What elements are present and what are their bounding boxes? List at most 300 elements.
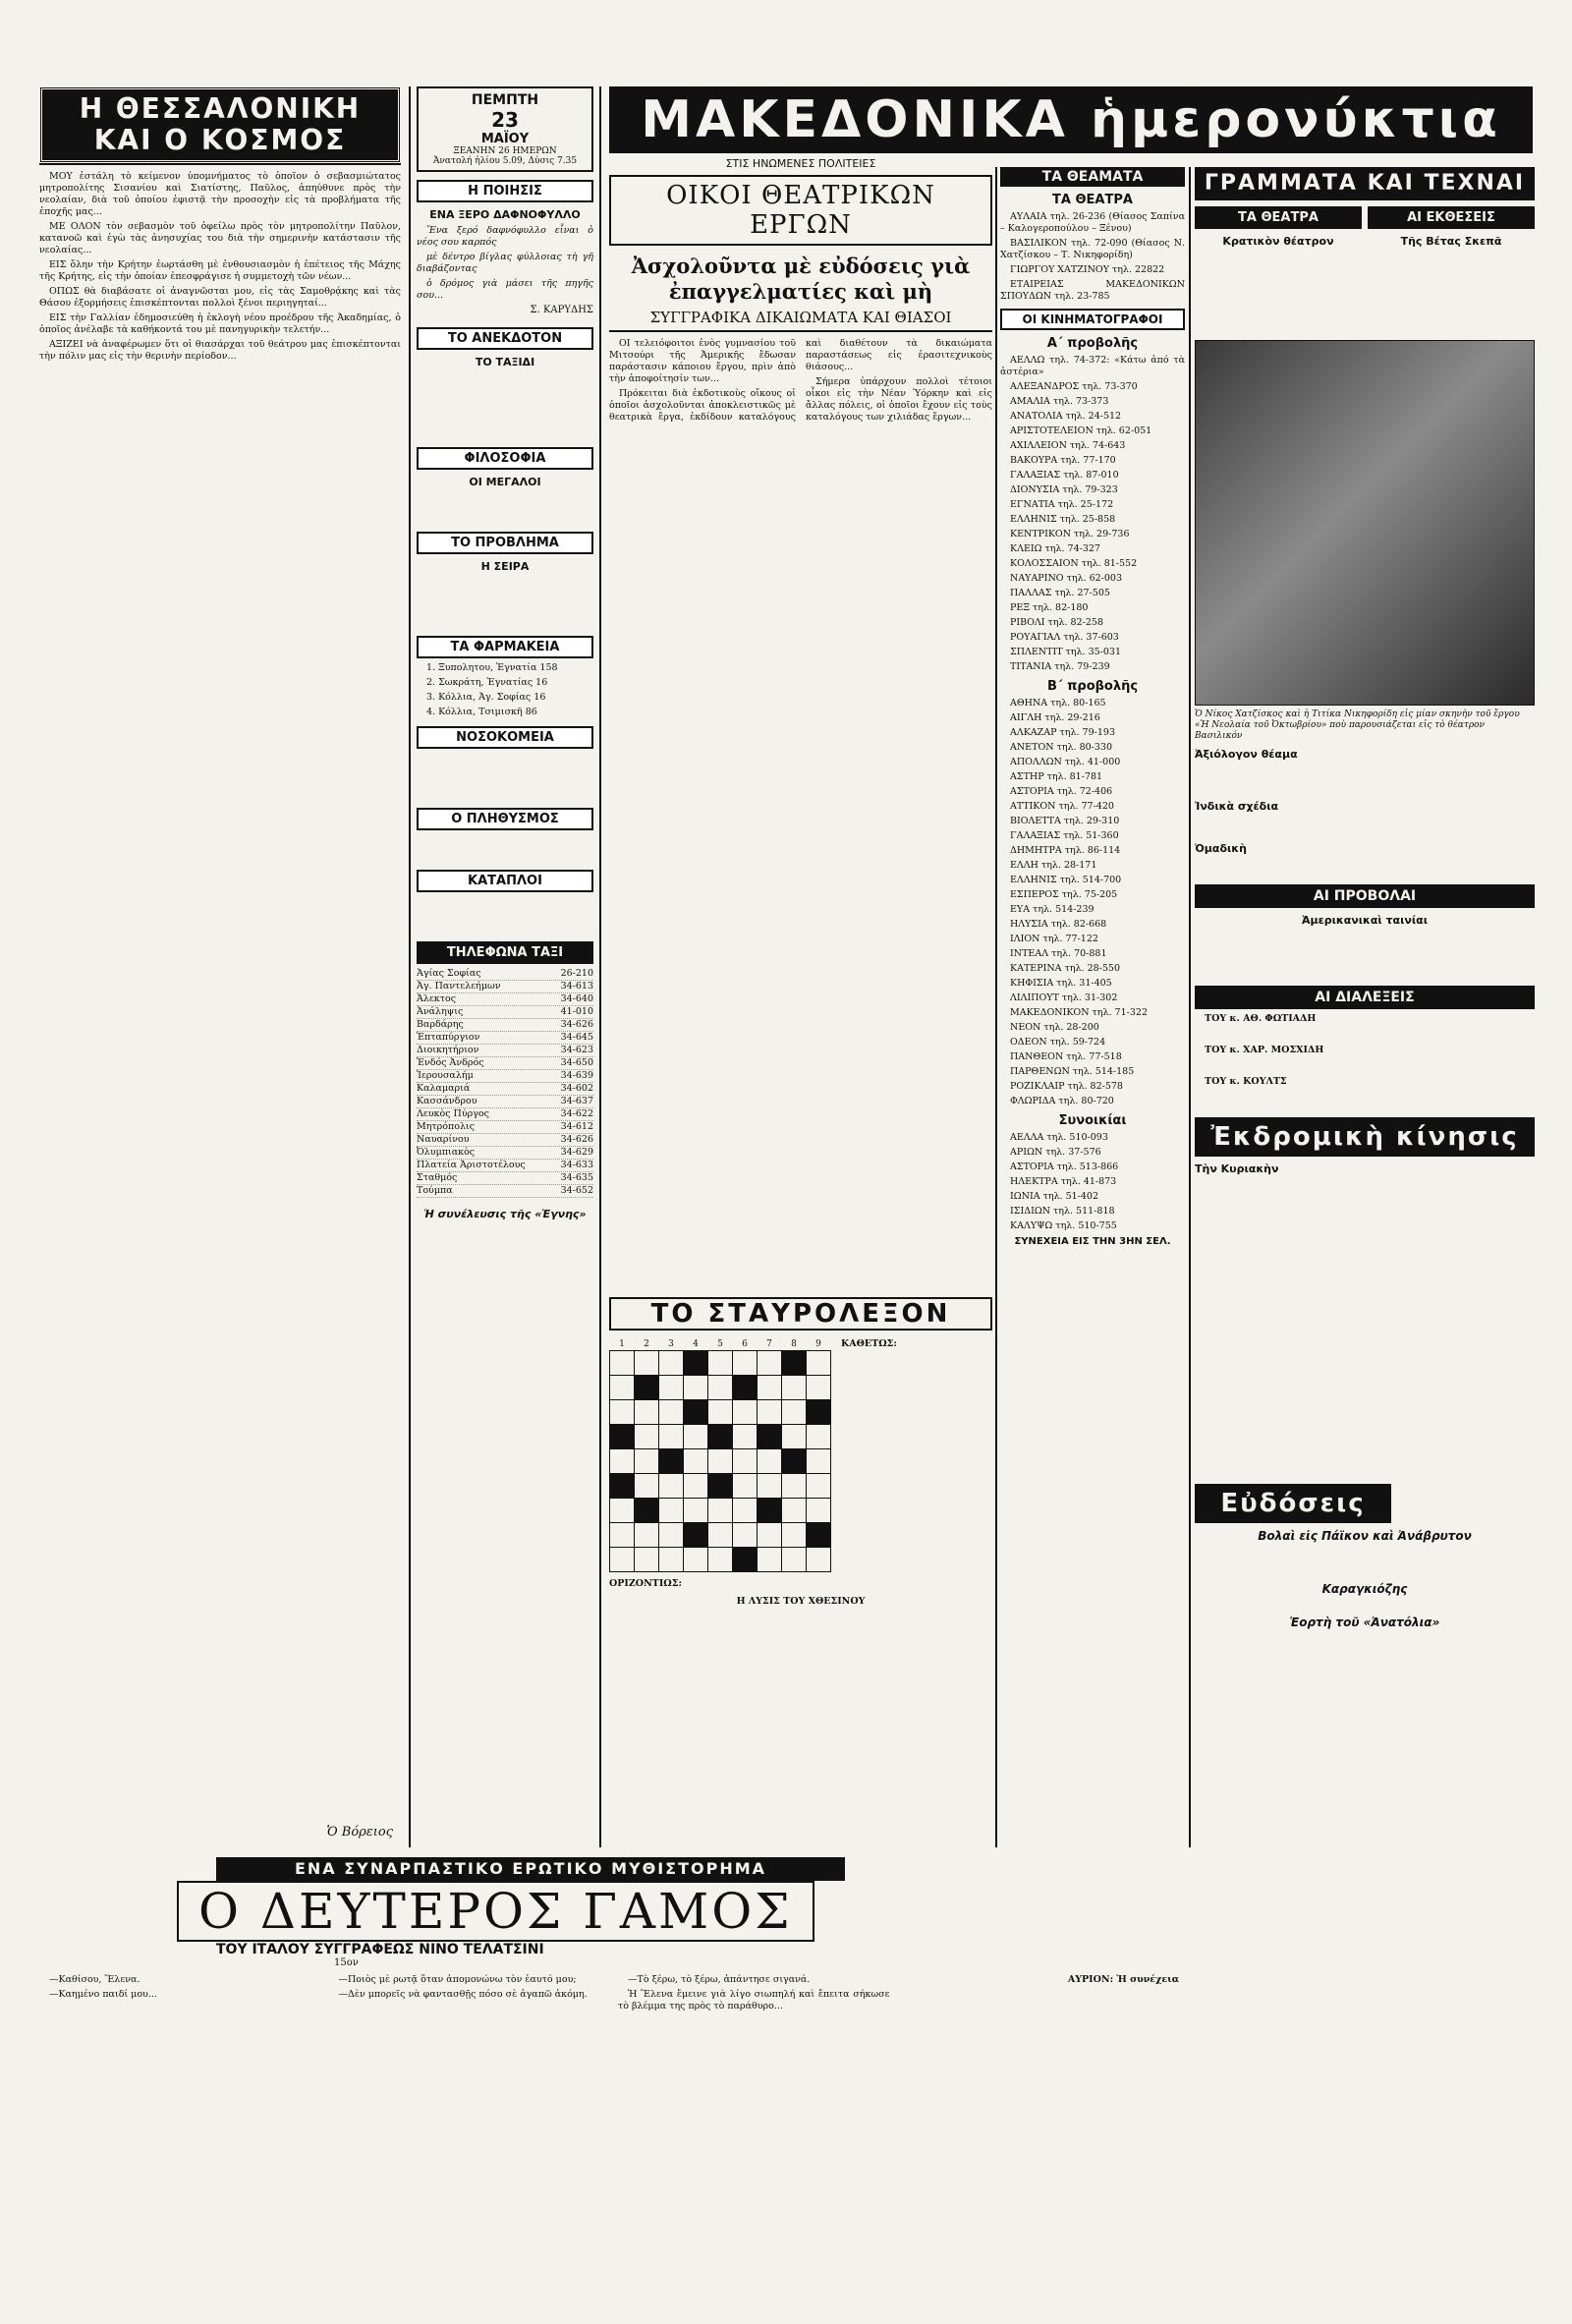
poem [417, 225, 593, 302]
poem-line: μὲ δέντρο βίγλας φύλλοιας τὴ γῆ διαβάζοντας [417, 252, 593, 274]
cinema-entry: ΦΛΩΡΙΔΑ τηλ. 80-720 [1010, 1096, 1114, 1106]
cinema-entry: ΙΛΙΟΝ τηλ. 77-122 [1010, 934, 1098, 944]
black-cell [807, 1523, 831, 1548]
crossword-cell[interactable] [708, 1376, 733, 1400]
farmakeia-title: ΤΑ ΦΑΡΜΑΚΕΙΑ [417, 636, 593, 658]
grammata-title: ΓΡΑΜΜΑΤΑ ΚΑΙ ΤΕΧΝΑΙ [1195, 167, 1535, 200]
crossword-cell[interactable] [684, 1425, 708, 1449]
plithysmos-title: Ο ΠΛΗΘΥΣΜΟΣ [417, 808, 593, 830]
taxi-phone: 34-622 [560, 1108, 593, 1119]
taxi-phone: 34-626 [560, 1134, 593, 1145]
crossword-cell[interactable] [733, 1400, 758, 1425]
black-cell [708, 1425, 733, 1449]
body-text-filler [39, 234, 401, 1808]
theatre-photo [1195, 340, 1535, 706]
taxi-stand: Τούμπα [417, 1185, 453, 1196]
crossword-cell[interactable] [807, 1449, 831, 1474]
paragraph: ΕΙΣ ὅλην τὴν Κρήτην ἑωρτάσθη μὲ ἐνθουσιασμὸν ἡ ἐπέτειος τῆς Μάχης τῆς Κρήτης, εἰς τὴν ὁποίαν ἐπεσφράγισε ἡ συμμετοχὴ τῶν νέων... [39, 259, 401, 282]
spacer [417, 749, 593, 808]
crossword-cell[interactable] [659, 1376, 684, 1400]
grid-number: 1 [619, 1339, 625, 1349]
crossword-cell[interactable] [758, 1449, 782, 1474]
ekdromiki-subtitle: Τὴν Κυριακὴν [1195, 1162, 1279, 1175]
cinema-entry: ΡΟΥΑΓΙΑΛ τηλ. 37-603 [1010, 632, 1119, 643]
crossword-solution: Η ΛΥΣΙΣ ΤΟΥ ΧΘΕΣΙΝΟΥ [736, 1596, 866, 1607]
crossword-cell[interactable] [610, 1523, 635, 1548]
list-item: ΑΥΛΑΙΑ τηλ. 26-236 (Θίασος Σαπίνα – Καλογεροπούλου – Ξένου) [1000, 211, 1185, 234]
crossword-cell[interactable] [758, 1523, 782, 1548]
taxi-row [417, 1083, 593, 1096]
problima-subtitle: Η ΣΕΙΡΑ [480, 560, 530, 573]
crossword-cell[interactable] [708, 1523, 733, 1548]
grid-number: 3 [668, 1339, 674, 1349]
taxi-phone: 34-635 [560, 1172, 593, 1183]
cinema-entry: ΕΛΛΗ τηλ. 28-171 [1010, 860, 1097, 871]
cinema-entry: ΚΗΦΙΣΙΑ τηλ. 31-405 [1010, 978, 1112, 989]
taxi-stand: Ἀλεκτος [417, 993, 457, 1004]
crossword-cell[interactable] [635, 1400, 659, 1425]
crossword-cell[interactable] [684, 1548, 708, 1572]
cinema-entry: ΑΝΑΤΟΛΙΑ τηλ. 24-512 [1010, 411, 1122, 422]
crossword [609, 1297, 992, 1847]
poem-line: Ἕνα ξερό δαφνόφυλλο εἶναι ὁ νέος σου καρπός [417, 225, 593, 248]
column-divider [409, 86, 411, 1847]
black-cell [684, 1400, 708, 1425]
black-cell [684, 1351, 708, 1376]
black-cell [782, 1449, 807, 1474]
taxi-row [417, 1172, 593, 1185]
date-day: ΠΕΜΠΤΗ [471, 92, 539, 108]
taxi-row [417, 1185, 593, 1198]
cinema-entry: ΝΕΟΝ τηλ. 28-200 [1010, 1022, 1099, 1033]
crossword-cell[interactable] [684, 1376, 708, 1400]
provolai-title: ΑΙ ΠΡΟΒΟΛΑΙ [1195, 884, 1535, 908]
anekdoton-title: ΤΟ ΑΝΕΚΔΟΤΟΝ [417, 327, 593, 350]
list-item: ΒΑΣΙΛΙΚΟΝ τηλ. 72-090 (Θίασος Ν. Χατζίσκου – Τ. Νικηφορίδη) [1000, 238, 1185, 260]
cinema-entry: ΗΛΕΚΤΡΑ τηλ. 41-873 [1010, 1176, 1117, 1187]
cinema-entry: ΕΓΝΑΤΙΑ τηλ. 25-172 [1010, 499, 1114, 510]
cinema-entry: ΠΑΡΘΕΝΩΝ τηλ. 514-185 [1010, 1066, 1135, 1077]
cinema-entry: ΑΠΟΛΛΩΝ τηλ. 41-000 [1010, 757, 1121, 767]
article-headline: ΟΙΚΟΙ ΘΕΑΤΡΙΚΩΝ ΕΡΓΩΝ [609, 175, 992, 246]
date-saint: ΞΕΑΝΗΝ 26 ΗΜΕΡΩΝ [453, 146, 557, 156]
crossword-cell[interactable] [684, 1449, 708, 1474]
crossword-cell[interactable] [708, 1400, 733, 1425]
taxi-stand: Ἑνδός Ἀνδρός [417, 1057, 484, 1068]
column-divider [995, 167, 997, 1847]
taxi-phone: 34-645 [560, 1032, 593, 1043]
paragraph: —Καημένο παιδί μου... [49, 1989, 157, 2000]
column-divider [599, 86, 601, 1847]
cinema-entry: ΚΟΛΟΣΣΑΙΟΝ τηλ. 81-552 [1010, 558, 1138, 569]
paragraph: Πρόκειται διὰ ἐκδοτικοὺς οἴκους οἱ ὁποῖοι ἀσχολοῦνται ἀποκλειστικῶς μὲ θεατρικὰ ἔργα, ἐκδίδουν καταλόγους καὶ διαθέτουν τὰ δικαιώματα παραστάσεως εἰς ἐρασιτεχνικοὺς θιάσους... [609, 338, 992, 423]
filosofia-title: ΦΙΛΟΣΟΦΙΑ [417, 447, 593, 470]
spacer [417, 492, 593, 532]
cinema-entry: ΑΕΛΛΑ τηλ. 510-093 [1010, 1132, 1108, 1143]
continued-note: ΣΥΝΕΧΕΙΑ ΕΙΣ ΤΗΝ 3ΗΝ ΣΕΛ. [1014, 1236, 1171, 1247]
taxi-stand: Ἰερουσαλήμ [417, 1070, 474, 1081]
photo-caption: Ὁ Νίκος Χατζίσκος καὶ ἡ Τιτίκα Νικηφορίδη εἰς μίαν σκηνὴν τοῦ ἔργου «Ἡ Νεολαία τοῦ Ὀκτωβρίου» ποὺ παρουσιάζεται εἰς τὸ θέατρον Βασιλικόν [1195, 709, 1520, 741]
signature: Ὁ Βόρειος [326, 1825, 393, 1840]
taxi-row [417, 1070, 593, 1083]
cinema-entry: ΓΑΛΑΞΙΑΣ τηλ. 51-360 [1010, 830, 1119, 841]
crossword-cell[interactable] [659, 1425, 684, 1449]
black-cell [782, 1351, 807, 1376]
karagiozis: Καραγκιόζης [1321, 1582, 1408, 1596]
cinema-entry: ΚΕΝΤΡΙΚΟΝ τηλ. 29-736 [1010, 529, 1130, 539]
crossword-cell[interactable] [635, 1449, 659, 1474]
crossword-cell[interactable] [807, 1499, 831, 1523]
taxi-stand: Κασσάνδρου [417, 1096, 477, 1106]
novel-section [39, 1857, 1179, 2309]
grid-number: 8 [791, 1339, 797, 1349]
taxi-row [417, 1045, 593, 1057]
anekdoton-subtitle: ΤΟ ΤΑΞΙΔΙ [475, 356, 535, 368]
taxi-stand: Βαρδάρης [417, 1019, 464, 1030]
taxi-stand: Πλατεία Ἀριστοτέλους [417, 1160, 526, 1170]
novel-banner: ΕΝΑ ΣΥΝΑΡΠΑΣΤΙΚΟ ΕΡΩΤΙΚΟ ΜΥΘΙΣΤΟΡΗΜΑ [216, 1857, 845, 1881]
taxi-phone: 34-633 [560, 1160, 593, 1170]
crossword-cell[interactable] [782, 1425, 807, 1449]
black-cell [635, 1499, 659, 1523]
taxi-row [417, 1057, 593, 1070]
middle-column [417, 86, 593, 1847]
cinema-entry: ΡΟΖΙΚΛΑΙΡ τηλ. 82-578 [1010, 1081, 1123, 1092]
taxi-stand: Λευκὸς Πύργος [417, 1108, 489, 1119]
crossword-cell[interactable] [807, 1474, 831, 1499]
black-cell [758, 1425, 782, 1449]
dialexeis-list [1195, 1013, 1535, 1088]
list-item: 4. Κόλλια, Τσιμισκῆ 86 [426, 707, 537, 717]
poem-line: ὁ δρόμος γιὰ μάσει τῆς πηγῆς σου... [417, 278, 593, 301]
list-item: 2. Σωκράτη, Ἐγνατίας 16 [426, 677, 548, 688]
taxi-row [417, 1121, 593, 1134]
crossword-cell[interactable] [659, 1523, 684, 1548]
ekdromiki-title: Ἐκδρομικὴ κίνησις [1195, 1117, 1535, 1157]
paragraph: —Δὲν μπορεῖς νὰ φαντασθῇς πόσο σὲ ἀγαπῶ ἀκόμη. [338, 1989, 588, 2000]
enosis-title: Ἡ συνέλευσις τῆς «Ἑγνης» [423, 1208, 587, 1220]
crossword-cell[interactable] [807, 1351, 831, 1376]
taxi-stand: Ἀγ. Παντελεήμων [417, 981, 501, 992]
taxi-row [417, 1134, 593, 1147]
taxi-row [417, 1019, 593, 1032]
section-heading: Ὀμαδικὴ [1195, 842, 1247, 855]
crossword-cell[interactable] [758, 1351, 782, 1376]
cinema-entry: ΙΣΙΔΙΩΝ τηλ. 511-818 [1010, 1206, 1115, 1217]
cinema-entry: ΑΣΤΗΡ τηλ. 81-781 [1010, 771, 1103, 782]
crossword-cell[interactable] [782, 1474, 807, 1499]
clue-label: ΚΑΘΕΤΩΣ: [841, 1338, 897, 1349]
anekdoton-text [417, 372, 593, 441]
spacer [1195, 1179, 1535, 1484]
taxi-stand: Σταθμός [417, 1172, 458, 1183]
list-item: ΕΤΑΙΡΕΙΑΣ ΜΑΚΕΔΟΝΙΚΩΝ ΣΠΟΥΔΩΝ τηλ. 23-785 [1000, 279, 1185, 302]
crossword-cell[interactable] [635, 1425, 659, 1449]
cinema-entry: ΔΙΟΝΥΣΙΑ τηλ. 79-323 [1010, 484, 1118, 495]
cinema-entry: ΡΕΞ τηλ. 82-180 [1010, 602, 1089, 613]
crossword-cell[interactable] [807, 1425, 831, 1449]
paragraph: —Ποιὸς μὲ ρωτᾷ ὅταν ἀπομονώνω τὸν ἑαυτό μου; [338, 1974, 577, 1985]
crossword-cell[interactable] [610, 1351, 635, 1376]
cinema-entry: ΤΙΤΑΝΙΑ τηλ. 79-239 [1010, 661, 1110, 672]
black-cell [733, 1376, 758, 1400]
taxi-title: ΤΗΛΕΦΩΝΑ ΤΑΞΙ [417, 941, 593, 964]
crossword-grid[interactable] [609, 1338, 831, 1572]
taxi-list [417, 968, 593, 1198]
crossword-clues-vertical [841, 1338, 992, 1572]
cinema-entry: ΒΑΚΟΥΡΑ τηλ. 77-170 [1010, 455, 1116, 466]
cinema-entry: ΑΛΕΞΑΝΔΡΟΣ τηλ. 73-370 [1010, 381, 1138, 392]
spacer [417, 892, 593, 941]
date-box [417, 86, 593, 172]
crossword-cell[interactable] [659, 1499, 684, 1523]
left-column [39, 86, 401, 1847]
grid-number: 7 [766, 1339, 772, 1349]
problima-title: ΤΟ ΠΡΟΒΛΗΜΑ [417, 532, 593, 554]
crossword-cell[interactable] [782, 1499, 807, 1523]
grid-number: 4 [693, 1339, 699, 1349]
crossword-cell[interactable] [610, 1400, 635, 1425]
crossword-cell[interactable] [635, 1523, 659, 1548]
taxi-stand: Διοικητήριον [417, 1045, 479, 1055]
taxi-phone: 34-637 [560, 1096, 593, 1106]
taxi-phone: 34-626 [560, 1019, 593, 1030]
taxi-phone: 34-652 [560, 1185, 593, 1196]
cinema-entry: ΓΑΛΑΞΙΑΣ τηλ. 87-010 [1010, 470, 1119, 481]
cinema-entry: ΙΩΝΙΑ τηλ. 51-402 [1010, 1191, 1099, 1202]
paragraph: ΑΞΙΖΕΙ νὰ ἀναφέρωμεν ὅτι οἱ θιασάρχαι τοῦ θεάτρου μας ἐπισκέπτονται τὴν πόλιν μας εἰς τὴν θερινὴν περίοδον... [39, 339, 401, 362]
spacer [417, 577, 593, 636]
column-divider [1189, 167, 1191, 1847]
paragraph: ΟΙ τελειόφοιτοι ἑνὸς γυμνασίου τοῦ Μιτσούρι τῆς Ἀμερικῆς ἔδωσαν παράστασιν κάποιου ἔργου, πρὶν ἀπὸ τὴν ἀποφοίτησίν των... [609, 338, 796, 384]
cinema-entry: ΚΑΛΥΨΩ τηλ. 510-755 [1010, 1220, 1117, 1231]
theamata-subtitle: ΤΑ ΘΕΑΤΡΑ [1052, 193, 1133, 207]
synoikia-title: Συνοικίαι [1058, 1113, 1127, 1128]
paragraph: Ἡ Ἕλενα ἔμεινε γιὰ λίγο σιωπηλή καὶ ἔπειτα σήκωσε τὸ βλέμμα της πρὸς τὸ παράθυρο... [618, 1989, 890, 2012]
cinema-entry: ΑΡΙΩΝ τηλ. 37-576 [1010, 1147, 1101, 1158]
crossword-cell[interactable] [807, 1376, 831, 1400]
cinema-entry: ΝΑΥΑΡΙΝΟ τηλ. 62-003 [1010, 573, 1123, 584]
crossword-cell[interactable] [659, 1474, 684, 1499]
grid-number: 9 [815, 1339, 821, 1349]
black-cell [610, 1474, 635, 1499]
clue-label: ΟΡΙΖΟΝΤΙΩΣ: [609, 1578, 682, 1589]
cinema-entry: ΗΛΥΣΙΑ τηλ. 82-668 [1010, 919, 1107, 930]
grid-number: 2 [644, 1339, 649, 1349]
taxi-phone: 34-639 [560, 1070, 593, 1081]
crossword-cell[interactable] [684, 1474, 708, 1499]
taxi-phone: 34-612 [560, 1121, 593, 1132]
theatre-subtitle: Κρατικὸν θέατρον [1222, 235, 1334, 248]
poem-author: Σ. ΚΑΡΥΔΗΣ [530, 305, 593, 315]
crossword-cell[interactable] [807, 1548, 831, 1572]
crossword-cell[interactable] [733, 1474, 758, 1499]
cinema-entry: ΚΛΕΙΩ τηλ. 74-327 [1010, 543, 1100, 554]
black-cell [758, 1499, 782, 1523]
cinema-entry: ΟΔΕΟΝ τηλ. 59-724 [1010, 1037, 1106, 1048]
cinema-list-3 [1000, 1132, 1185, 1232]
cinema-entry: ΑΡΙΣΤΟΤΕΛΕΙΟΝ τηλ. 62-051 [1010, 425, 1152, 436]
cinema-list-2 [1000, 698, 1185, 1107]
taxi-row [417, 1006, 593, 1019]
taxi-stand: Ἁγίας Σοφίας [417, 968, 481, 979]
crossword-cell[interactable] [733, 1425, 758, 1449]
taxi-phone: 41-010 [560, 1006, 593, 1017]
date-sun: Ἀνατολή ἡλίου 5.09, Δύσις 7.35 [432, 156, 578, 166]
cinema-entry: ΕΛΛΗΝΙΣ τηλ. 514-700 [1010, 875, 1122, 885]
theamata-title: ΤΑ ΘΕΑΜΑΤΑ [1000, 167, 1185, 187]
crossword-cell[interactable] [758, 1474, 782, 1499]
cinema-entry: ΑΧΙΛΛΕΙΟΝ τηλ. 74-643 [1010, 440, 1126, 451]
taxi-phone: 34-650 [560, 1057, 593, 1068]
cinema-entry: ΡΙΒΟΛΙ τηλ. 82-258 [1010, 617, 1103, 628]
provolai-subtitle: Ἀμερικανικαὶ ταινίαι [1301, 914, 1428, 927]
taxi-row [417, 993, 593, 1006]
crossword-cell[interactable] [758, 1400, 782, 1425]
crossword-cell[interactable] [708, 1499, 733, 1523]
poem-title: Η ΠΟΙΗΣΙΣ [417, 180, 593, 202]
katapoloi-title: ΚΑΤΑΠΛΟΙ [417, 870, 593, 892]
crossword-cell[interactable] [782, 1376, 807, 1400]
taxi-stand: Ὀλυμπιακὸς [417, 1147, 476, 1158]
tab-exhibits: ΑΙ ΕΚΘΕΣΕΙΣ [1368, 206, 1535, 229]
crossword-cell[interactable] [610, 1499, 635, 1523]
crossword-cell[interactable] [659, 1351, 684, 1376]
crossword-cell[interactable] [733, 1449, 758, 1474]
cinema-entry: ΑΕΛΛΩ τηλ. 74-372: «Κάτω ἀπό τὰ ἀστέρια» [1000, 355, 1185, 377]
crossword-cell[interactable] [610, 1548, 635, 1572]
taxi-phone: 34-623 [560, 1045, 593, 1055]
novel-episode: 15ον [334, 1957, 359, 1968]
crossword-cell[interactable] [610, 1376, 635, 1400]
crossword-clues-horizontal [609, 1578, 992, 1590]
column-title: Η ΘΕΣΣΑΛΟΝΙΚΗ ΚΑΙ Ο ΚΟΣΜΟΣ [39, 86, 401, 163]
crossword-cell[interactable] [684, 1499, 708, 1523]
cinema-entry: ΛΙΛΙΠΟΥΤ τηλ. 31-302 [1010, 992, 1118, 1003]
black-cell [733, 1548, 758, 1572]
list-item: ΤΟΥ κ. ΚΟΥΛΤΣ [1205, 1076, 1287, 1087]
crossword-cell[interactable] [782, 1400, 807, 1425]
black-cell [659, 1449, 684, 1474]
cinema-entry: ΑΛΚΑΖΑΡ τηλ. 79-193 [1010, 727, 1115, 738]
crossword-cell[interactable] [782, 1548, 807, 1572]
farmakeia-list [417, 662, 593, 718]
taxi-row [417, 1147, 593, 1160]
crossword-cell[interactable] [782, 1523, 807, 1548]
novel-author: ΤΟΥ ΙΤΑΛΟΥ ΣΥΓΓΡΑΦΕΩΣ ΝΙΝΟ ΤΕΛΑΤΣΙΝΙ [216, 1942, 544, 1957]
crossword-cell[interactable] [733, 1351, 758, 1376]
crossword-cell[interactable] [733, 1523, 758, 1548]
cinema-entry: ΑΣΤΟΡΙΑ τηλ. 72-406 [1010, 786, 1113, 797]
cinema-entry: ΑΙΓΛΗ τηλ. 29-216 [1010, 712, 1100, 723]
grid-number: 6 [742, 1339, 748, 1349]
section-heading: Ἰνδικὰ σχέδια [1195, 800, 1279, 813]
exhibit-subtitle: Τῆς Βέτας Σκεπᾶ [1400, 235, 1502, 248]
taxi-phone: 34-629 [560, 1147, 593, 1158]
cinema-entry: ΠΑΛΛΑΣ τηλ. 27-505 [1010, 588, 1110, 598]
article-deck: Ἀσχολοῦντα μὲ εὐδόσεις γιὰ ἐπαγγελματίες καὶ μὴ [631, 254, 971, 304]
taxi-row [417, 1108, 593, 1121]
cinema-entry: ΣΠΛΕΝΤΙΤ τηλ. 35-031 [1010, 647, 1121, 657]
cinema-list-1 [1000, 355, 1185, 673]
cinema-entry: ΑΤΤΙΚΟΝ τηλ. 77-420 [1010, 801, 1114, 812]
paragraph: ΜΟΥ ἐστάλη τὸ κείμενον ὑπομνήματος τὸ ὁποῖον ὁ σεβασμιώτατος μητροπολίτης Σισανίου καὶ Σιατίστης, Παῦλος, ἀπηύθυνε πρὸς τὴν νεολαίαν, διὰ τοῦ ὁποίου ἐφιστᾷ τὴν προσοχὴν εἰς τὰ προβλήματα τῆς ἐποχῆς μας... [39, 171, 401, 217]
paragraph: ΜΕ ΟΛΟΝ τὸν σεβασμὸν τοῦ ὀφείλω πρὸς τὸν μητροπολίτην Παῦλον, κατανοῶ καὶ ἐγὼ τὰς ἀνησυχίας του διὰ τὴν σημερινὴν κατάστασιν τῆς νεολαίας... [39, 221, 401, 255]
crossword-cell[interactable] [758, 1548, 782, 1572]
poem-subtitle: ΕΝΑ ΞΕΡΟ ΔΑΦΝΟΦΥΛΛΟ [429, 208, 581, 221]
crossword-cell[interactable] [659, 1548, 684, 1572]
article-body [609, 338, 992, 784]
ekdoseis-title: Εὐδόσεις [1195, 1484, 1391, 1523]
taxi-phone: 34-640 [560, 993, 593, 1004]
crossword-cell[interactable] [635, 1548, 659, 1572]
cinema-entry: ΑΣΤΟΡΙΑ τηλ. 513-866 [1010, 1162, 1119, 1172]
crossword-cell[interactable] [708, 1449, 733, 1474]
masthead-subtitle: ΣΤΙΣ ΗΝΩΜΕΝΕΣ ΠΟΛΙΤΕΙΕΣ [725, 157, 876, 170]
paragraph: Σήμερα ὑπάρχουν πολλοὶ τέτοιοι οἶκοι εἰς τὴν Νέαν Ὑόρκην καὶ εἰς ἄλλας πόλεις, οἱ ὁποῖοι ἔχουν εἰς τοὺς καταλόγους των χιλιάδας ἔργων... [806, 376, 992, 423]
cinema-entry: ΚΑΤΕΡΙΝΑ τηλ. 28-550 [1010, 963, 1121, 974]
filosofia-subtitle: ΟΙ ΜΕΓΑΛΟΙ [469, 476, 541, 488]
crossword-cell[interactable] [758, 1376, 782, 1400]
masthead: ΜΑΚΕΔΟΝΙΚΑ ἡμερονύκτια [609, 86, 1533, 153]
paragraph: ΕΙΣ τὴν Γαλλίαν ἐδημοσιεύθη ἡ ἐκλογὴ νέου προέδρου τῆς Ἀκαδημίας, ὁ ὁποῖος ἀνέλαβε τὰ καθήκοντά του μὲ πανηγυρικὴν τελετήν... [39, 312, 401, 335]
paragraph: —Καθίσου, Ἕλενα. [49, 1974, 140, 1985]
taxi-stand: Ναυαρίνου [417, 1134, 470, 1145]
nosokomeia-title: ΝΟΣΟΚΟΜΕΙΑ [417, 726, 593, 749]
taxi-stand: Ἑπταπύργιον [417, 1032, 480, 1043]
cinema-entry: ΑΜΑΛΙΑ τηλ. 73-373 [1010, 396, 1109, 407]
crossword-cell[interactable] [733, 1499, 758, 1523]
cinema-entry: ΕΛΛΗΝΙΣ τηλ. 25-858 [1010, 514, 1116, 525]
crossword-cell[interactable] [708, 1351, 733, 1376]
taxi-stand: Ἀνάληψις [417, 1006, 464, 1017]
crossword-cell[interactable] [635, 1474, 659, 1499]
taxi-row [417, 981, 593, 993]
taxi-stand: Μητρόπολις [417, 1121, 476, 1132]
taxi-row [417, 1032, 593, 1045]
taxi-stand: Καλαμαριά [417, 1083, 471, 1094]
cinema-entry: ΑΘΗΝΑ τηλ. 80-165 [1010, 698, 1106, 709]
list-item: ΤΟΥ κ. ΧΑΡ. ΜΟΣΧΙΔΗ [1205, 1045, 1324, 1055]
aggelia: Ἑορτὴ τοῦ «Ἀνατόλια» [1289, 1615, 1440, 1629]
taxi-phone: 26-210 [560, 968, 593, 979]
black-cell [684, 1523, 708, 1548]
section-heading: Ἀξιόλογον θέαμα [1195, 748, 1298, 761]
paragraph: ΟΠΩΣ θὰ διαβάσατε οἱ ἀναγνῶσται μου, εἰς τὰς Σαμοθρᾴκης καὶ τὰς Θάσου ἐξορμήσεις ἐπισκέπτονται πολλοὶ ξένοι περιηγηταί... [39, 286, 401, 309]
crossword-cell[interactable] [610, 1449, 635, 1474]
crossword-title: ΤΟ ΣΤΑΥΡΟΛΕΞΟΝ [609, 1297, 992, 1331]
black-cell [807, 1400, 831, 1425]
second-run-title: Β΄ προβολῆς [1046, 679, 1139, 694]
theatre-article [609, 175, 992, 784]
crossword-cell[interactable] [659, 1400, 684, 1425]
cinema-entry: ΔΗΜΗΤΡΑ τηλ. 86-114 [1010, 845, 1121, 856]
cinema-entry: ΒΙΟΛΕΤΤΑ τηλ. 29-310 [1010, 816, 1120, 826]
crossword-cell[interactable] [708, 1548, 733, 1572]
cinema-title: ΟΙ ΚΙΝΗΜΑΤΟΓΡΑΦΟΙ [1000, 309, 1185, 330]
list-item: ΤΟΥ κ. ΑΘ. ΦΩΤΙΑΔΗ [1205, 1013, 1317, 1024]
taxi-row [417, 1096, 593, 1108]
cinema-entry: ΙΝΤΕΑΛ τηλ. 70-881 [1010, 948, 1107, 959]
grammata-column [1195, 167, 1535, 1847]
paragraph: —Τὸ ξέρω, τὸ ξέρω, ἀπάντησε σιγανά. [628, 1974, 811, 1985]
list-item: 1. Ξυπολητου, Ἐγνατία 158 [426, 662, 558, 673]
crossword-cell[interactable] [635, 1351, 659, 1376]
taxi-row [417, 1160, 593, 1172]
premiere-title: Α΄ προβολῆς [1046, 336, 1139, 351]
novel-closing: ΑΥΡΙΟΝ: Ἡ συνέχεια [1067, 1974, 1179, 1985]
novel-body [39, 1974, 1179, 2269]
